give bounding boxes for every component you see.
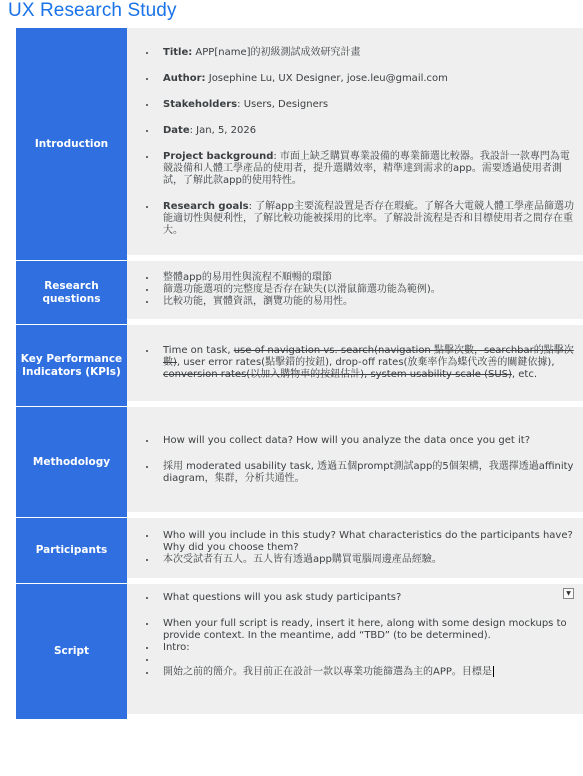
row-label-script: Script [16,584,127,720]
row-content-participants[interactable] [127,518,583,584]
struck-text: use of navigation vs. search(navigation 點擊次數，searchbar的點擊次數) [163,345,574,368]
text-cursor [493,666,494,677]
row-content-research-questions[interactable] [127,261,583,325]
list-item: • 本次受試者有五人。五人皆有透過app購買電腦周邊產品經驗。 [157,554,578,566]
page-title: UX Research Study [8,0,177,21]
row-label-research-questions: Research questions [16,261,127,325]
row-content-script[interactable] [127,584,583,720]
row-label-participants: Participants [16,518,127,584]
row-research-questions [16,261,583,325]
list-item: • Date: Jan, 5, 2026 [157,125,578,137]
list-item: • 採用 moderated usability task, 透過五個prompt測試app的5個架構，我選擇透過affinity diagram，集群，分析共通性。 [157,461,578,485]
list-item: • Who will you include in this study? What characteristics do the participants have? Why did you choose them? [157,530,578,554]
row-label-introduction: Introduction [16,28,127,261]
list-item [157,654,578,666]
list-item: • 開始之前的簡介。我目前正在設計一款以專業功能篩選為主的APP。目標是 [157,666,578,679]
study-table [16,28,583,720]
list-item: • Stakeholders: Users, Designers [157,99,578,111]
list-item: • Time on task, use of navigation vs. search(navigation 點擊次數，searchbar的點擊次數), user error rates(點擊錯的按鈕), drop-off rates(放棄率作為蝶代改善的關鍵依據), conversion rates(以加入購物車的按鈕估計), system usability scale (SUS), etc. [157,345,578,381]
list-item: • Intro: [157,642,578,654]
list-item: • Author: Josephine Lu, UX Designer, jose.leu@gmail.com [157,73,578,85]
row-methodology [16,407,583,518]
list-item: • 篩選功能選項的完整度是否存在缺失(以滑鼠篩選功能為範例)。 [157,284,578,296]
struck-text: conversion rates(以加入購物車的按鈕估計), system usability scale (SUS) [163,369,512,380]
row-script [16,584,583,720]
row-label-kpis: Key Performance Indicators (KPIs) [16,325,127,407]
list-item: • When your full script is ready, insert it here, along with some design mockups to provide context. In the meantime, add “TBD” (to be determined). [157,618,578,642]
list-item: • What questions will you ask study participants? [157,592,578,604]
list-item: • Title: APP[name]的初級測試成效研究計畫 [157,47,578,59]
list-item: • Research goals: 了解app主要流程設置是否存在瑕疵。了解各大電競人體工學產品篩選功能適切性與便利性，了解比較功能被採用的比率。了解設計流程是否和目標使用者之間存在重大。 [157,201,578,237]
row-content-kpis[interactable] [127,325,583,407]
list-item: • 比較功能，實體資訊，瀏覽功能的易用性。 [157,296,578,308]
row-kpis [16,325,583,407]
row-introduction [16,28,583,261]
row-participants [16,518,583,584]
list-item: • 整體app的易用性與流程不順暢的環節 [157,272,578,284]
row-content-methodology[interactable] [127,407,583,518]
list-item: • How will you collect data? How will you analyze the data once you get it? [157,435,578,447]
row-label-methodology: Methodology [16,407,127,518]
dropdown-toggle-icon[interactable]: ▼ [563,588,574,599]
row-content-introduction[interactable] [127,28,583,261]
list-item: • Project background: 市面上缺乏購買專業設備的專業篩選比較器。我設計一款專門為電競設備和人體工學產品的使用者，提升選購效率，精準達到需求的app。需要透過使用者測試，了解此款app的使用特性。 [157,151,578,187]
